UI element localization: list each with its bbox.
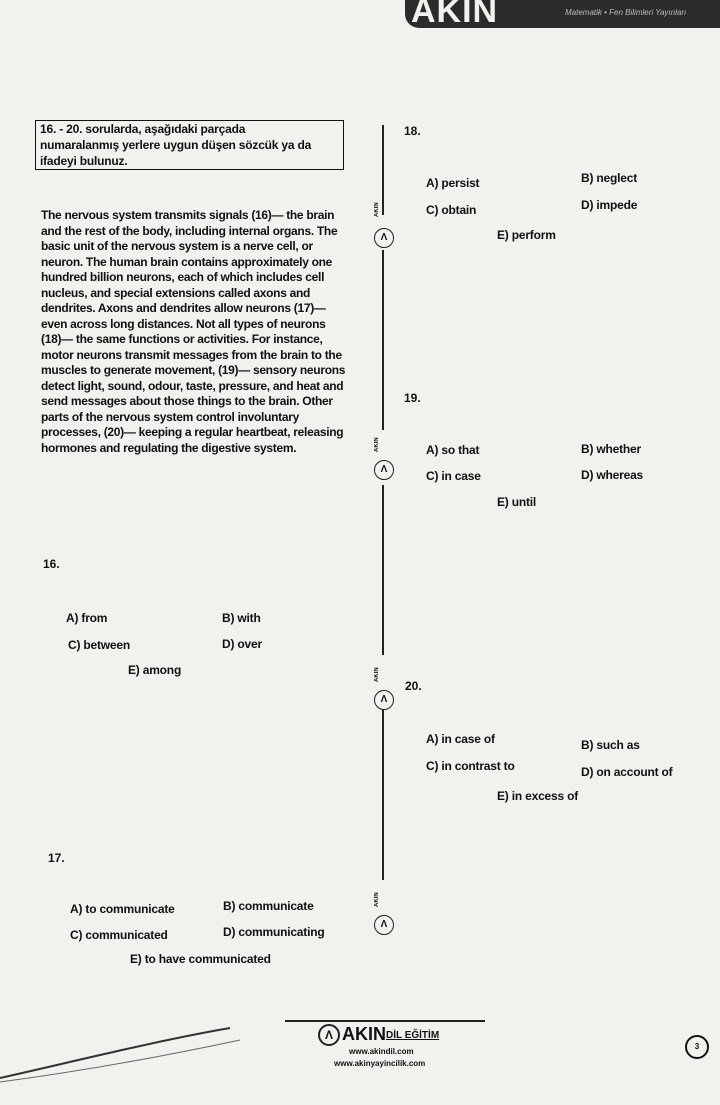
header-logo	[405, 0, 720, 28]
instructions-box	[35, 120, 344, 170]
page-number: 3	[685, 1035, 709, 1059]
divider-brand-text: AKIN	[374, 667, 380, 683]
divider-logo-icon: Λ	[374, 915, 394, 935]
q17-option-b[interactable]: B) communicate	[223, 899, 314, 913]
q18-option-c[interactable]: C) obtain	[426, 203, 477, 217]
divider-logo-icon: Λ	[374, 228, 394, 248]
passage-line: nucleus, and special extensions called axons and	[41, 285, 311, 300]
passage-line: hundred billion neurons, each of which includes cell	[41, 270, 325, 284]
q16-option-c[interactable]: C) between	[68, 638, 131, 652]
question-16-number: 16.	[43, 557, 60, 571]
q18-option-e[interactable]: E) perform	[497, 228, 556, 242]
footer-url-1[interactable]: www.akindil.com	[349, 1047, 414, 1056]
q20-option-a[interactable]: A) in case of	[426, 732, 495, 746]
q16-option-b[interactable]: B) with	[222, 611, 261, 625]
header-brand: AKIN	[411, 0, 499, 30]
passage-line: dendrites. Axons and dendrites allow neurons (17)—	[41, 301, 326, 315]
q19-option-d[interactable]: D) whereas	[581, 468, 644, 482]
question-17-number: 17.	[48, 851, 65, 865]
passage-line: processes, (20)— keeping a regular heartbeat, releasing	[41, 425, 344, 439]
q20-option-b[interactable]: B) such as	[581, 738, 640, 752]
q17-option-e[interactable]: E) to have communicated	[130, 952, 271, 966]
footer-brand: AKIN	[342, 1024, 386, 1044]
passage-line: detect light, sound, odour, taste, pressure, and heat and	[41, 378, 344, 393]
instructions-line: ifadeyi bulunuz.	[40, 154, 128, 168]
passage-line: basic unit of the nervous system is a nerve cell, or	[41, 239, 313, 253]
divider-logo-icon: Λ	[374, 690, 394, 710]
q16-option-d[interactable]: D) over	[222, 637, 262, 651]
passage-line: (18)— the same functions or activities. For instance,	[41, 332, 323, 346]
q19-option-c[interactable]: C) in case	[426, 469, 481, 483]
passage-line: parts of the nervous system control involuntary	[41, 409, 299, 424]
column-divider	[382, 485, 384, 655]
footer-brand-sub: DİL EĞİTİM	[386, 1029, 440, 1041]
passage-line: even across long distances. Not all types of neurons	[41, 316, 326, 331]
footer-rule	[285, 1020, 485, 1022]
instructions-line: 16. - 20. sorularda, aşağıdaki parçada	[40, 122, 246, 136]
footer-url-2[interactable]: www.akinyayincilik.com	[334, 1059, 426, 1068]
q17-option-c[interactable]: C) communicated	[70, 928, 168, 942]
passage-line: and the rest of the body, including internal organs. The	[41, 223, 338, 238]
divider-brand-text: AKIN	[374, 437, 380, 453]
q20-option-c[interactable]: C) in contrast to	[426, 759, 515, 773]
question-19-number: 19.	[404, 391, 421, 405]
q19-option-b[interactable]: B) whether	[581, 442, 642, 456]
passage-line: neuron. The human brain contains approximately one	[41, 254, 333, 269]
q20-option-e[interactable]: E) in excess of	[497, 789, 579, 803]
question-20-number: 20.	[405, 679, 422, 693]
column-divider	[382, 700, 384, 880]
passage-line: motor neurons transmit messages from the brain to the	[41, 347, 342, 362]
passage-line: The nervous system transmits signals (16)— the brain	[41, 208, 335, 222]
header-tagline: Matematik • Fen Bilimleri Yayınları	[565, 8, 687, 17]
passage-line: send messages about those things to the brain. Other	[41, 394, 333, 408]
footer-logo	[318, 1024, 439, 1046]
passage-line: muscles to generate movement, (19)— sensory neurons	[41, 363, 346, 377]
q19-option-e[interactable]: E) until	[497, 495, 537, 509]
question-18-number: 18.	[404, 124, 421, 138]
q18-option-b[interactable]: B) neglect	[581, 171, 638, 185]
q20-option-d[interactable]: D) on account of	[581, 765, 673, 779]
q16-option-a[interactable]: A) from	[66, 611, 108, 625]
q16-option-e[interactable]: E) among	[128, 663, 182, 677]
footer-logo-icon: Λ	[318, 1024, 340, 1046]
q18-option-a[interactable]: A) persist	[426, 176, 480, 190]
divider-brand-text: AKIN	[374, 202, 380, 218]
divider-brand-text: AKIN	[374, 892, 380, 908]
q18-option-d[interactable]: D) impede	[581, 198, 638, 212]
divider-logo-icon: Λ	[374, 460, 394, 480]
q17-option-d[interactable]: D) communicating	[223, 925, 325, 939]
q17-option-a[interactable]: A) to communicate	[70, 902, 175, 916]
q19-option-a[interactable]: A) so that	[426, 443, 480, 457]
passage-line: hormones and regulating the digestive system.	[41, 440, 297, 455]
instructions-line: numaralanmış yerlere uygun düşen sözcük ya da	[40, 138, 312, 152]
column-divider	[382, 250, 384, 430]
reading-passage	[41, 208, 371, 456]
